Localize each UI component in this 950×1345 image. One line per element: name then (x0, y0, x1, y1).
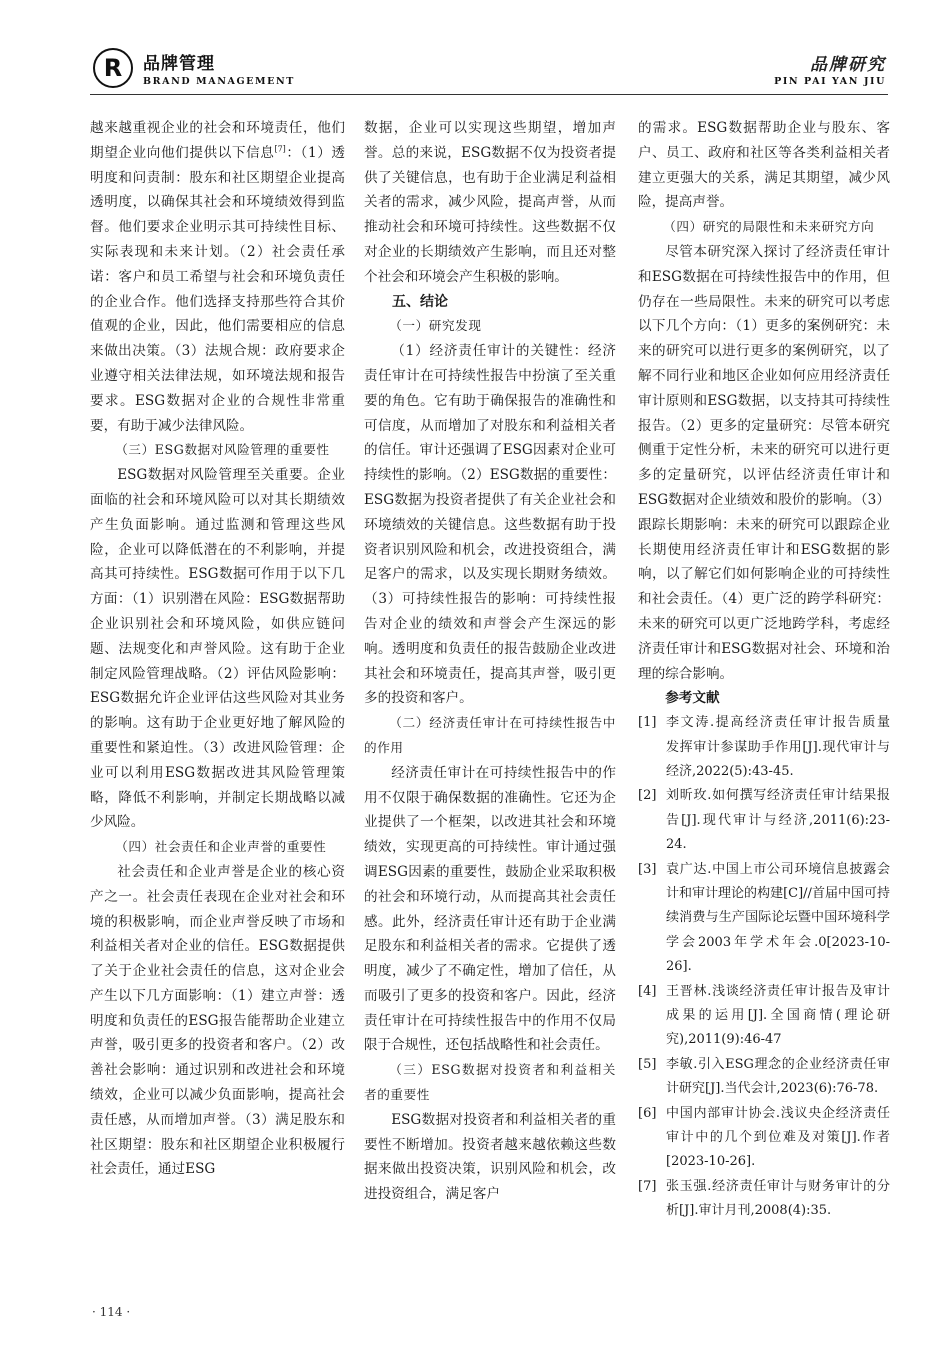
subsection-heading: （二）经济责任审计在可持续性报告中的作用 (364, 715, 616, 755)
citation-ref[interactable]: [7] (274, 144, 286, 154)
reference-number: [2] (638, 788, 657, 804)
column-left (90, 116, 345, 1182)
brand-title: 品牌管理 (143, 54, 215, 74)
brand-subtitle: BRAND MANAGEMENT (143, 76, 295, 87)
reference-text: 张玉强.经济责任审计与财务审计的分析[J].审计月刊,2008(4):35. (666, 1178, 890, 1219)
header-divider (90, 94, 888, 95)
journal-subtitle: PIN PAI YAN JIU (774, 76, 886, 87)
subsection-heading: （三）ESG数据对投资者和利益相关者的重要性 (364, 1062, 616, 1103)
paragraph: 数据，企业可以实现这些期望，增加声誉。总的来说，ESG数据不仅为投资者提供了关键信息，也有助于企业满足利益相关者的需求，减少风险，提高声誉，从而推动社会和环境可持续性。这些数据不仅对企业的长期绩效产生影响，而且还对整个社会和环境会产生积极的影响。 (364, 120, 616, 285)
reference-item (638, 1175, 890, 1224)
reference-number: [6] (638, 1105, 657, 1121)
reference-item (638, 1102, 890, 1175)
section-heading: 五、结论 (392, 293, 448, 310)
reference-text: 李文涛.提高经济责任审计报告质量 发挥审计参谋助手作用[J].现代审计与经济,2022(5):43-45. (666, 715, 904, 779)
reference-text: 李敏.引入ESG理念的企业经济责任审计研究[J].当代会计,2023(6):76-78. (666, 1056, 890, 1097)
paragraph: 的需求。ESG数据帮助企业与股东、客户、员工、政府和社区等各类利益相关者建立更强大的关系，满足其期望，减少风险，提高声誉。 (638, 120, 890, 211)
reference-item (638, 858, 890, 980)
paragraph: ESG数据对风险管理至关重要。企业面临的社会和环境风险可以对其长期绩效产生负面影响。通过监测和管理这些风险，企业可以降低潜在的不利影响，并提高其可持续性。ESG数据可作用于以下几方面：（1）识别潜在风险：ESG数据帮助企业识别社会和环境风险，如供应链问题、法规变化和声誉风险。这有助于企业制定风险管理战略。（2）评估风险影响：ESG数据允许企业评估这些风险对其业务的影响。这有助于企业更好地了解风险的重要性和紧迫性。（3）改进风险管理：企业可以利用ESG数据改进其风险管理策略，降低不利影响，并制定长期战略以减少风险。 (90, 467, 345, 831)
subsection-heading: （一）研究发现 (389, 318, 482, 334)
reference-number: [3] (638, 861, 657, 877)
subsection-heading: （三）ESG数据对风险管理的重要性 (115, 442, 330, 458)
paragraph: 社会责任和企业声誉是企业的核心资产之一。社会责任表现在企业对社会和环境的积极影响，而企业声誉反映了市场和利益相关者对企业的信任。ESG数据提供了关于企业社会责任的信息，这对企业会产生以下几方面影响：（1）建立声誉：透明度和负责任的ESG报告能帮助企业建立声誉，吸引更多的投资者和客户。（2）改善社会影响：通过识别和改进社会和环境绩效，企业可以减少负面影响，提高社会责任感，从而增加声誉。（3）满足股东和社区期望：股东和社区期望企业积极履行社会责任，通过ESG (90, 863, 345, 1178)
reference-item (638, 1053, 890, 1102)
reference-item (638, 784, 890, 857)
paragraph: 越来越重视企业的社会和环境责任，他们期望企业向他们提供以下信息[7]：（1）透明度和问责制：股东和社区期望企业提高透明度，以确保其社会和环境绩效得到监督。他们要求企业明示其可持续性目标、实际表现和未来计划。（2）社会责任承诺：客户和员工希望与社会和环境负责任的企业合作。他们选择支持那些符合其价值观的企业，因此，他们需要相应的信息来做出决策。（3）法规合规：政府要求企业遵守相关法律法规，如环境法规和报告要求。ESG数据对企业的合规性非常重要，有助于减少法律风险。 (90, 120, 345, 434)
subsection-heading: （四）研究的局限性和未来研究方向 (663, 219, 875, 235)
references-list (638, 711, 904, 1224)
paragraph: （1）经济责任审计的关键性：经济责任审计在可持续性报告中扮演了至关重要的角色。它有助于确保报告的准确性和可信度，从而增加了对股东和利益相关者的信任。审计还强调了ESG因素对企业可持续性的影响。（2）ESG数据的重要性：ESG数据为投资者提供了有关企业社会和环境绩效的关键信息。这些数据有助于投资者识别风险和机会，改进投资组合，满足客户的需求，以及实现长期财务绩效。（3）可持续性报告的影响：可持续性报告对企业的绩效和声誉会产生深远的影响。透明度和负责任的报告鼓励企业改进其社会和环境责任，提高其声誉，吸引更多的投资和客户。 (364, 343, 616, 707)
reference-number: [4] (638, 983, 657, 999)
reference-text: 刘昕玫.如何撰写经济责任审计结果报告[J].现代审计与经济,2011(6):23-24. (666, 788, 890, 853)
reference-text: 袁广达.中国上市公司环境信息披露会计和审计理论的构建[C]//首届中国可持续消费与生产国际论坛暨中国环境科学学会2003年学术年会.0[2023-10-26]. (666, 861, 890, 975)
reference-text: 王晋林.浅谈经济责任审计报告及审计成果的运用[J].全国商情(理论研究),2011(9):46-47 (666, 983, 890, 1048)
reference-number: [5] (638, 1056, 657, 1072)
page-number: · 114 · (92, 1305, 131, 1319)
reference-number: [1] (638, 715, 657, 731)
reference-item (638, 980, 890, 1053)
reference-text: 中国内部审计协会.浅议央企经济责任审计中的几个到位难及对策[J].作者[2023-10-26]. (666, 1105, 890, 1170)
reference-number: [7] (638, 1178, 657, 1194)
registered-logo-icon: R (93, 48, 133, 88)
reference-item (638, 711, 904, 784)
references-heading: 参考文献 (665, 690, 720, 707)
column-middle (364, 116, 616, 1207)
paragraph: 经济责任审计在可持续性报告中的作用不仅限于确保数据的准确性。它还为企业提供了一个框架，以改进其社会和环境绩效，实现更高的可持续性。审计通过强调ESG因素的重要性，鼓励企业采取积极的社会和环境行动，从而提高其社会责任感。此外，经济责任审计还有助于企业满足股东和利益相关者的需求。它提供了透明度，减少了不确定性，增加了信任，从而吸引了更多的投资和客户。因此，经济责任审计在可持续性报告中的作用不仅局限于合规性，还包括战略性和社会责任。 (364, 764, 616, 1054)
column-right (638, 116, 904, 1224)
paragraph: ESG数据对投资者和利益相关者的重要性不断增加。投资者越来越依赖这些数据来做出投资决策，识别风险和机会，改进投资组合，满足客户 (364, 1111, 616, 1203)
paragraph: 尽管本研究深入探讨了经济责任审计和ESG数据在可持续性报告中的作用，但仍存在一些局限性。未来的研究可以考虑以下几个方向：（1）更多的案例研究：未来的研究可以进行更多的案例研究，以了解不同行业和地区企业如何应用经济责任审计原则和ESG数据，以支持其可持续性报告。（2）更多的定量研究：尽管本研究侧重于定性分析，未来的研究可以进行更多的定量研究，以评估经济责任审计和ESG数据对企业绩效和股价的影响。（3）跟踪长期影响：未来的研究可以跟踪企业长期使用经济责任审计和ESG数据的影响，以了解它们如何影响企业的可持续性和社会责任。（4）更广泛的跨学科研究：未来的研究可以更广泛地跨学科，考虑经济责任审计和ESG数据对社会、环境和治理的综合影响。 (638, 243, 890, 682)
subsection-heading: （四）社会责任和企业声誉的重要性 (115, 839, 327, 855)
journal-title: 品牌研究 (810, 55, 886, 75)
